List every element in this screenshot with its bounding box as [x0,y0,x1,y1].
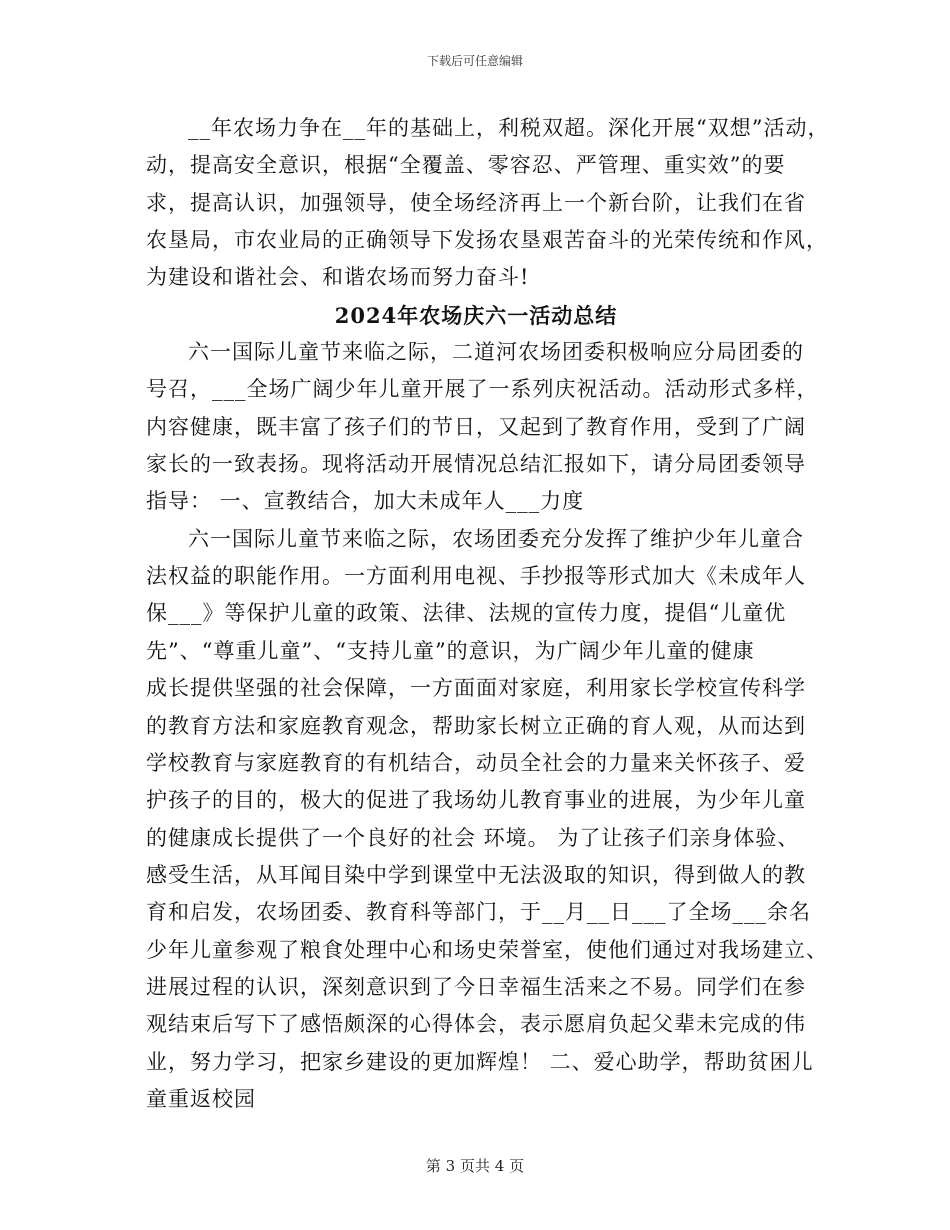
paragraph-line: 求，提高认识，加强领导，使全场经济再上一个新台阶，让我们在省 [146,190,806,215]
paragraph-line: 农垦局，市农业局的正确领导下发扬农垦艰苦奋斗的光荣传统和作风， [146,228,828,253]
document-body [146,110,830,1118]
paragraph-line: 内容健康，既丰富了孩子们的节日，又起到了教育作用，受到了广阔 [146,414,806,439]
paragraph-line: 动，提高安全意识，根据“全覆盖、零容忍、严管理、重实效”的要 [146,153,786,178]
paragraph-line: __年农场力争在__年的基础上，利税双超。深化开展“双想”活动， [188,116,830,140]
paragraph-line: 护孩子的目的，极大的促进了我场幼儿教育事业的进展，为少年儿童 [146,788,806,813]
paragraph-line: 六一国际儿童节来临之际，农场团委充分发挥了维护少年儿童合 [188,526,804,551]
paragraph-line: 少年儿童参观了粮食处理中心和场史荣誉室，使他们通过对我场建立、 [146,937,828,962]
paragraph-line: 观结束后写下了感悟颇深的心得体会，表示愿肩负起父辈未完成的伟 [146,1012,806,1037]
paragraph-line: 号召，___全场广阔少年儿童开展了一系列庆祝活动。活动形式多样， [146,377,819,402]
paragraph-line: 育和启发，农场团委、教育科等部门，于__月__日___了全场___余名 [146,900,811,925]
section-title: 2024年农场庆六一活动总结 [334,302,618,328]
paragraph-line: 成长提供坚强的社会保障，一方面面对家庭，利用家长学校宣传科学 [146,676,806,701]
paragraph-line: 为建设和谐社会、和谐农场而努力奋斗! [146,265,530,290]
paragraph-line: 感受生活，从耳闻目染中学到课堂中无法汲取的知识，得到做人的教 [146,862,806,887]
paragraph-line: 进展过程的认识，深刻意识到了今日幸福生活来之不易。同学们在参 [146,974,806,999]
paragraph-line: 先”、“尊重儿童”、“支持儿童”的意识，为广阔少年儿童的健康 [146,638,755,663]
paragraph-line: 童重返校园 [146,1086,256,1111]
paragraph-line: 指导： 一、宣教结合，加大未成年人___力度 [146,489,585,514]
paragraph-line: 保___》等保护儿童的政策、法律、法规的宣传力度，提倡“儿童优 [146,601,787,626]
paragraph-line: 的健康成长提供了一个良好的社会 环境。 为了让孩子们亲身体验、 [146,825,800,850]
paragraph-line: 法权益的职能作用。一方面利用电视、手抄报等形式加大《未成年人 [146,564,806,589]
paragraph-line: 的教育方法和家庭教育观念，帮助家长树立正确的育人观，从而达到 [146,713,806,738]
paragraph-line: 家长的一致表扬。现将活动开展情况总结汇报如下，请分局团委领导 [146,452,806,477]
page-header: 下载后可任意编辑 [426,54,523,68]
paragraph-line: 学校教育与家庭教育的有机结合，动员全社会的力量来关怀孩子、爱 [146,750,806,775]
paragraph-line: 六一国际儿童节来临之际，二道河农场团委积极响应分局团委的 [188,340,804,365]
paragraph-line: 业，努力学习，把家乡建设的更加辉煌！ 二、爱心助学，帮助贫困儿 [146,1049,814,1074]
page-footer: 第 3 页共 4 页 [425,1157,525,1175]
